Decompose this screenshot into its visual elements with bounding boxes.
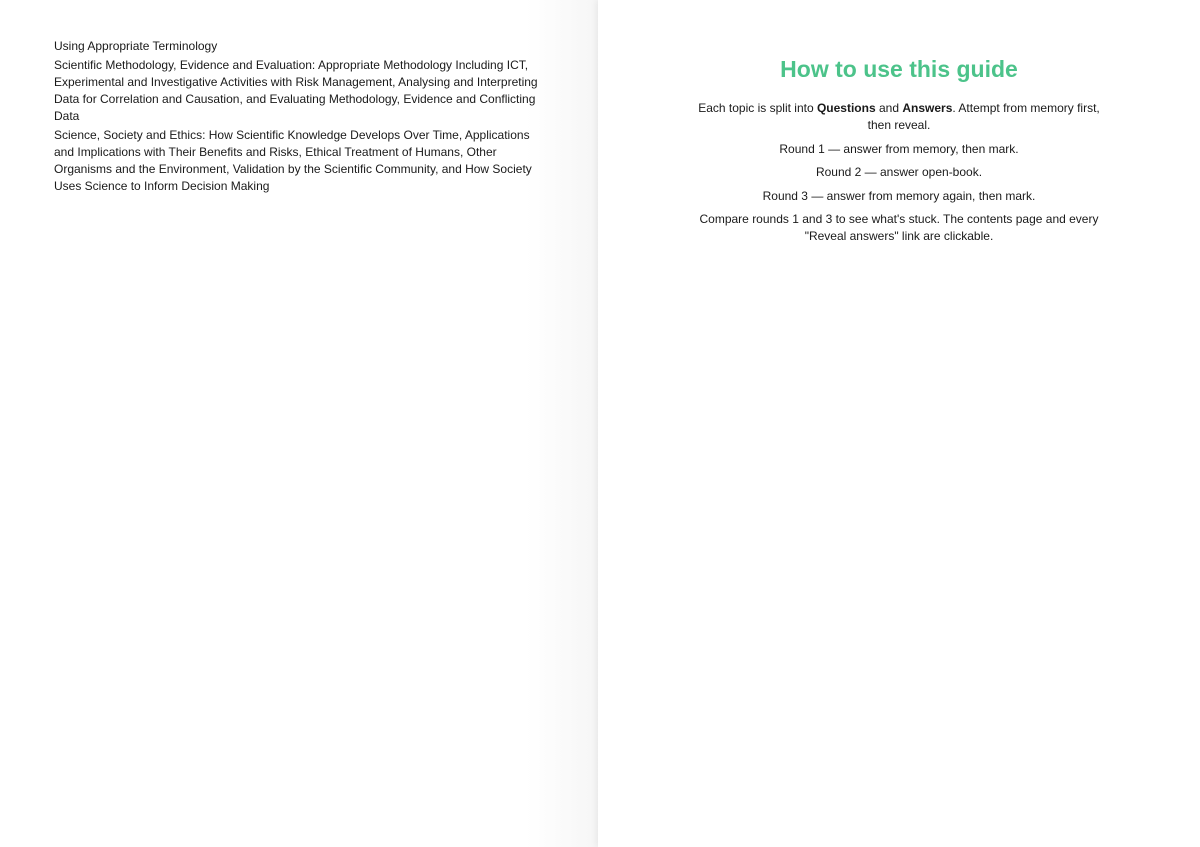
closing-paragraph: Compare rounds 1 and 3 to see what's stuck. The contents page and every "Reveal answers" link are clickable.	[699, 212, 1099, 243]
questions-label: Questions	[816, 101, 876, 115]
round-3-instruction: Round 3 — answer from memory again, then mark.	[762, 188, 1036, 203]
round-2-instruction: Round 2 — answer open-book.	[815, 165, 983, 179]
guide-page	[598, 0, 1200, 847]
round-1-instruction: Round 1 — answer from memory, then mark.	[779, 141, 1019, 156]
intro-text-before: Each topic is split into	[698, 101, 817, 115]
guide-instructions	[690, 100, 1108, 252]
toc-link-using-appropriate-terminology[interactable]: Using Appropriate Terminology	[54, 39, 218, 53]
page-title: How to use this guide	[780, 56, 1018, 82]
toc-link-science-society-ethics[interactable]: Science, Society and Ethics: How Scientific Knowledge Develops Over Time, Applications and Implications with Their Benefits and Risks, Ethical Treatment of Humans, Other Organisms and the Environment, Validation by the Scientific Community, and How Society Uses Science to Inform Decision Making	[54, 128, 532, 193]
intro-paragraph	[690, 100, 1108, 134]
toc-link-scientific-methodology[interactable]: Scientific Methodology, Evidence and Evaluation: Appropriate Methodology Including ICT, Experimental and Investigative Activities with Risk Management, Analysing and Interpreting Data for Correlation and Causation, and Evaluating Methodology, Evidence and Conflicting Data	[54, 58, 538, 123]
contents-page	[0, 0, 598, 847]
intro-text-middle: and	[875, 101, 903, 115]
intro-text-after: . Attempt from memory first, then reveal.	[867, 101, 1100, 132]
answers-label: Answers	[902, 101, 953, 115]
